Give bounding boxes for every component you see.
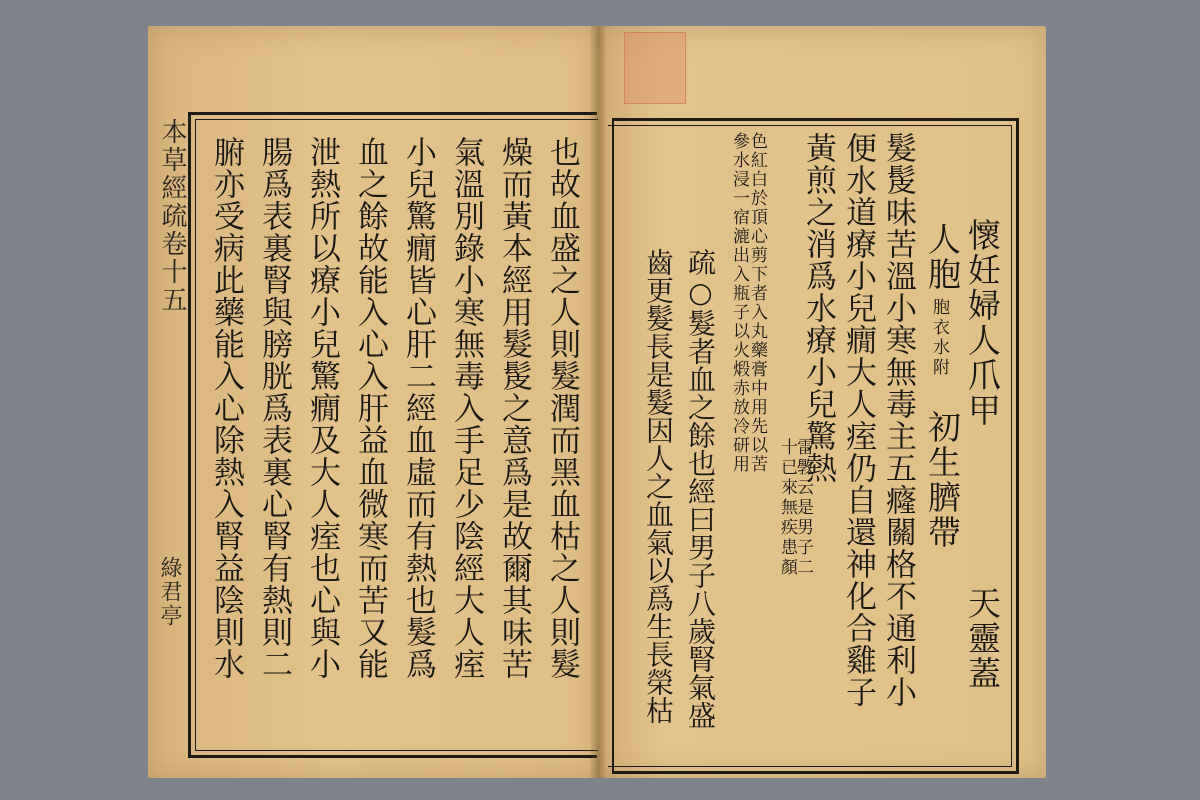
seal-stamp [624,32,686,104]
small-note-column: 十已來無疾患顏 [777,438,797,578]
left-text-column: 腑亦受病此藥能入心除熱入腎益陰則水 [208,136,244,680]
heading-skull: 天靈蓋 [963,586,1002,691]
book-gutter [590,26,606,778]
heading-placenta: 人胞 [923,222,962,292]
left-text-column: 小兒驚癇皆心肝二經血虛而有熱也髮爲 [400,136,436,680]
small-note-column: 色紅白於頂心剪下者入丸藥膏中用先以苦 [747,132,767,474]
left-text-column: 腸爲表裏腎與膀胱爲表裏心腎有熱則二 [256,136,292,680]
margin-title: 本草經疏卷十五 [157,118,187,314]
right-text-column: 黃煎之消爲水療小兒驚熱 [800,132,836,484]
left-text-column: 氣溫別錄小寒無毒入手足少陰經大人痓 [448,136,484,680]
small-note-column: 雷斆云是男子二 [793,438,813,578]
book-spread [148,26,1046,778]
small-note-column: 參水浸一宿漉出入瓶子以火煅赤放冷研用 [729,132,749,474]
right-text-column: 疏○髮者血之餘也經曰男子八歲腎氣盛 [684,248,717,729]
heading-umbilical: 初生臍帶 [923,410,962,550]
margin-publisher: 綠君亭 [157,556,182,628]
heading-placenta-note: 胞衣水附 [929,298,949,378]
left-page [148,26,598,778]
right-text-column: 便水道療小兒癇大人痓仍自還神化合雞子 [840,132,876,708]
heading-nail: 懷妊婦人爪甲 [963,218,1002,428]
left-frame [188,112,597,758]
right-page [598,26,1046,778]
left-text-column: 泄熱所以療小兒驚癇及大人痓也心與小 [304,136,340,680]
left-text-column: 血之餘故能入心入肝益血微寒而苦又能 [352,136,388,680]
right-text-column: 髮髲味苦溫小寒無毒主五癃關格不通利小 [880,132,916,708]
left-text-column: 也故血盛之人則髮潤而黑血枯之人則髮 [544,136,580,680]
right-text-column: 齒更髮長是髮因人之血氣以爲生長榮枯 [642,248,675,724]
left-text-column: 燥而黃本經用髮髲之意爲是故爾其味苦 [496,136,532,680]
